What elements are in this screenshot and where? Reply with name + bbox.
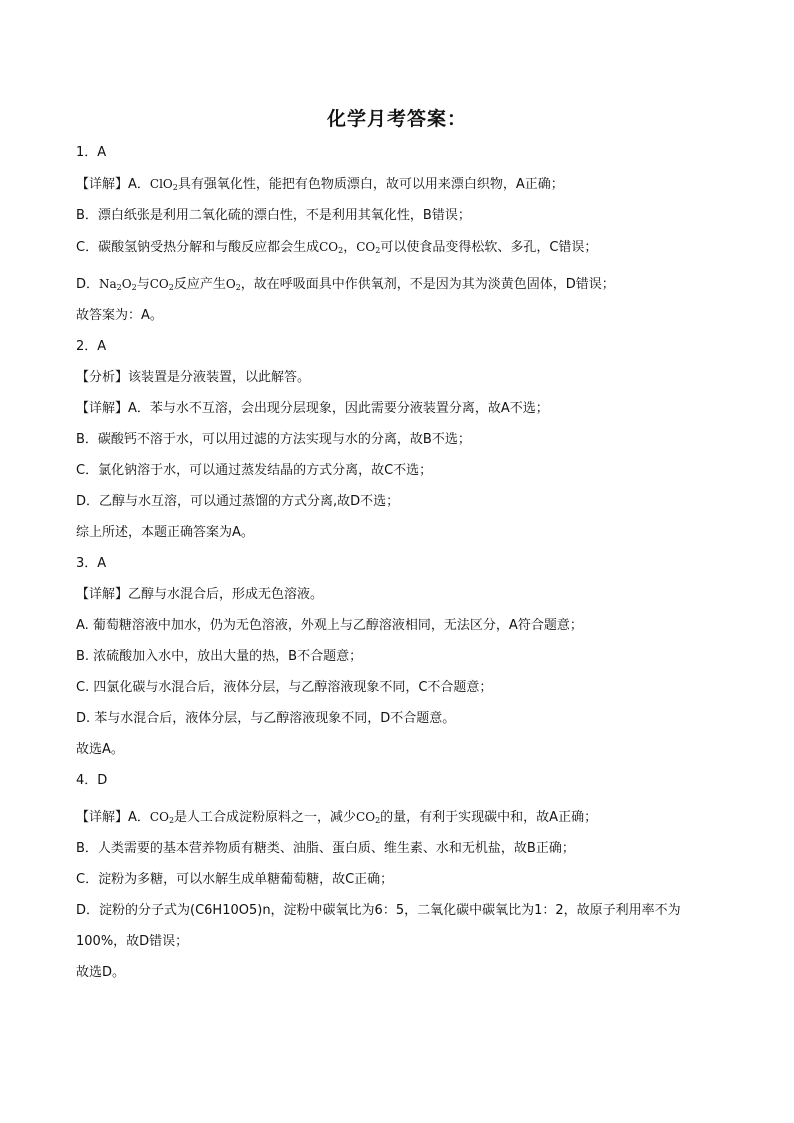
text-line: D．淀粉的分子式为(C6H10O5)n，淀粉中碳氧比为6：5，二氧化碳中碳氧比为1：2，故原子利用率不为 xyxy=(76,903,681,918)
text-line: B．碳酸钙不溶于水，可以用过滤的方法实现与水的分离，故B不选； xyxy=(76,432,471,447)
text-line: B．人类需要的基本营养物质有糖类、油脂、蛋白质、维生素、水和无机盐，故B正确； xyxy=(76,841,575,856)
text-line: 故选D。 xyxy=(76,965,126,980)
text-line: 2．A xyxy=(76,339,107,354)
text-line: 【详解】A．$CO_2$是人工合成淀粉原料之一，减少$CO_2$的量，有利于实现碳中和，故A正确； xyxy=(76,810,598,825)
page-title: 化学月考答案： xyxy=(326,108,467,130)
text-line: C．淀粉为多糖，可以水解生成单糖葡萄糖，故C正确； xyxy=(76,872,394,887)
text-line: 100%，故D错误； xyxy=(76,934,189,949)
text-line: C．氯化钠溶于水，可以通过蒸发结晶的方式分离，故C不选； xyxy=(76,463,433,478)
text-line: C. 四氯化碳与水混合后，液体分层，与乙醇溶液现象不同，C不合题意； xyxy=(76,680,493,695)
text-line: D．乙醇与水互溶，可以通过蒸馏的方式分离,故D不选； xyxy=(76,494,400,509)
text-line: B．漂白纸张是利用二氧化硫的漂白性，不是利用其氧化性，B错误； xyxy=(76,208,471,223)
text-line: 4．D xyxy=(76,773,108,788)
text-line: 【详解】乙醇与水混合后，形成无色溶液。 xyxy=(76,587,324,602)
text-line: 3．A xyxy=(76,556,107,571)
text-line: 【详解】A．苯与水不互溶，会出现分层现象，因此需要分液装置分离，故A不选； xyxy=(76,401,549,416)
text-line: 【详解】A．ClO$_2$具有强氧化性，能把有色物质漂白，故可以用来漂白织物，A正确； xyxy=(76,177,564,192)
text-line: 故选A。 xyxy=(76,742,124,757)
text-line: D．$Na_2O_2$与$CO_2$反应产生$O_2$，故在呼吸面具中作供氧剂，不是因为其为淡黄色固体，D错误； xyxy=(76,277,615,292)
answer-content xyxy=(76,142,726,984)
text-line: D. 苯与水混合后，液体分层，与乙醇溶液现象不同，D不合题意。 xyxy=(76,711,456,726)
text-line: 【分析】该装置是分液装置，以此解答。 xyxy=(76,370,311,385)
text-line: B. 浓硫酸加入水中，放出大量的热，B不合题意； xyxy=(76,649,363,664)
text-line: 故答案为：A。 xyxy=(76,308,163,323)
text-line: C．碳酸氢钠受热分解和与酸反应都会生成$CO_2$，$CO_2$可以使食品变得松软、多孔，C错误； xyxy=(76,240,598,255)
text-line: 1．A xyxy=(76,145,107,160)
text-line: 综上所述，本题正确答案为A。 xyxy=(76,525,254,540)
text-line: A. 葡萄糖溶液中加水，仍为无色溶液，外观上与乙醇溶液相同，无法区分，A符合题意； xyxy=(76,618,583,633)
